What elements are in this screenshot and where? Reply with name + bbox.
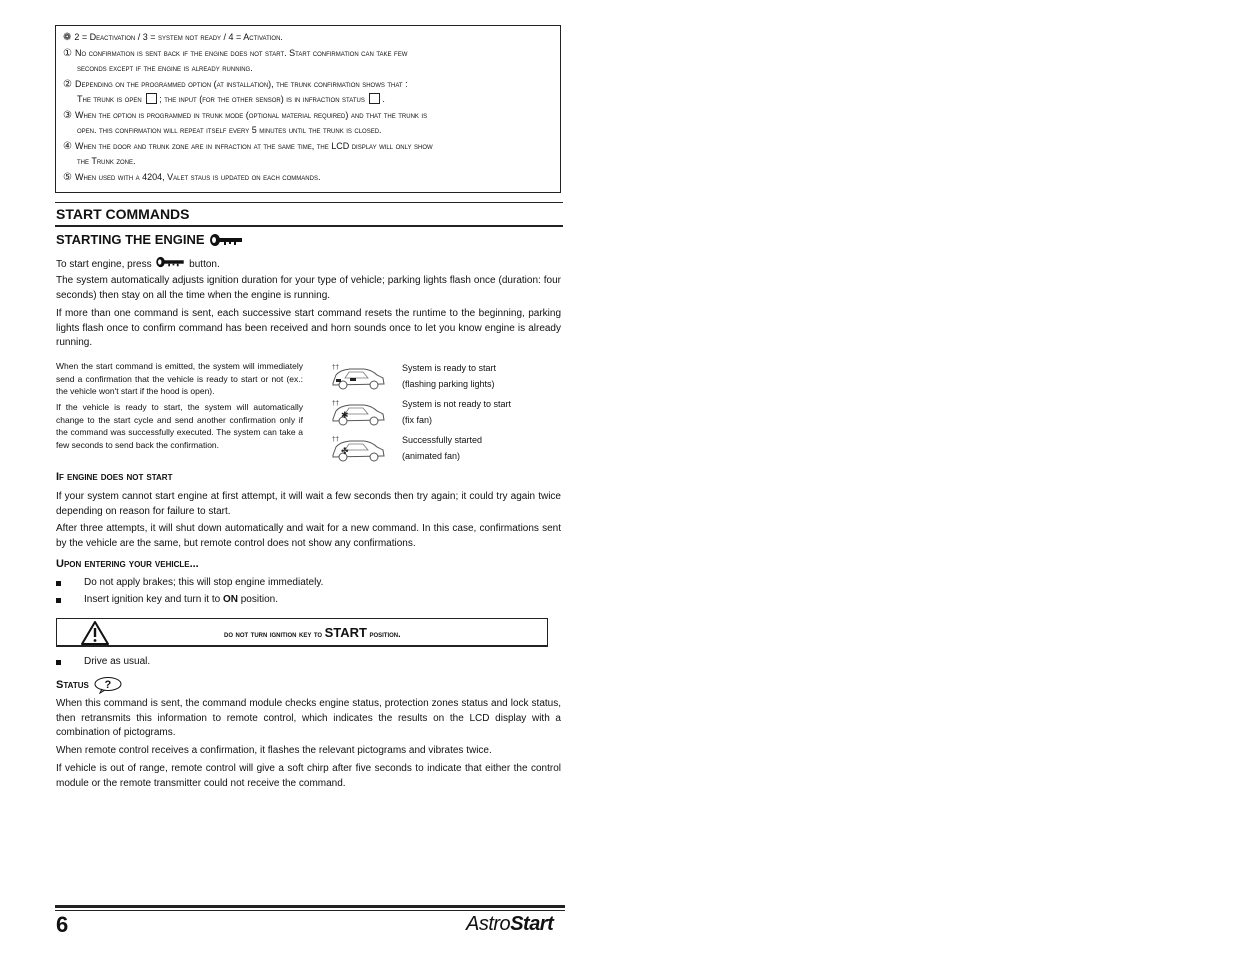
warning-triangle-icon [80,620,110,646]
footer-rule [55,910,565,911]
start-para-3: If more than one command is sent, each successive start command resets the runtime to the beginning, parking lights flash once to confirm command has been received and horn sounds once to let you know engine is already running. [56,308,561,348]
svg-text:††: †† [332,435,339,443]
circled-3-icon: ③ [63,110,72,121]
page-number: 6 [56,912,69,937]
state-ready: †† System is ready to start (flashing parking lights) [332,363,497,389]
status-para-2: When remote control receives a confirmation, it flashes the relevant pictograms and vibrates twice. [56,745,492,756]
bullet-icon [56,660,61,665]
note-6: ⑤ When used with a 4204, Valet staus is updated on each commands. [63,172,321,183]
sensor-box-icon [369,93,380,104]
side-para-1: When the start command is emitted, the system will immediately send a confirmation that the vehicle is ready to start or not (ex.: the vehicle won't start if the hood is open). [56,361,303,396]
status-para-3: If vehicle is out of range, remote control will give a soft chirp after five seconds to indicate that either the control module or the remote transmitter could not receive the command. [56,763,561,789]
list-item: Do not apply brakes; this will stop engine immediately. [56,577,323,588]
gear-bullet-icon: ❁ [63,32,72,43]
circled-1-icon: ① [63,48,72,59]
note-5: ④ When the door and trunk zone are in infraction at the same time, the LCD display will only show the Trunk zone. [63,141,433,166]
side-para-2: If the vehicle is ready to start, the system will automatically change to the start cycle and send another confirmation only if the command was successfully executed. The system can take a few seconds to send back the confirmation. [56,402,303,450]
svg-text:††: †† [332,363,339,371]
note-4: ③ When the option is programmed in trunk mode (optional material required) and that the trunk is open. this confirmation will repeat itself every 5 minutes until the trunk is closed. [63,110,428,135]
bullet-icon [56,598,61,603]
no-start-para-1: If your system cannot start engine at first attempt, it will wait a few seconds then try again; it could try again twice depending on reason for failure to start. [56,491,561,517]
key-icon [154,256,186,268]
question-bubble-icon [93,676,123,694]
list-item: Insert ignition key and turn it to ON position. [56,594,278,605]
circled-5-icon: ⑤ [63,172,72,183]
state-started: ✤ †† Successfully started (animated fan) [332,435,483,461]
warning-box: do not turn ignition key to START position. [56,618,548,647]
notes-box [55,25,561,193]
footer-rule [55,905,565,908]
no-start-para-2: After three attempts, it will shut down automatically and wait for a new command. In this case, confirmations sent by the vehicle are the same, but remote control does not show any confirmations. [56,523,561,549]
status-title: Status ? [56,676,123,694]
section-title: START COMMANDS [56,206,190,222]
state-not-ready: ✱ †† System is not ready to start (fix fan) [332,399,512,425]
entering-title: Upon entering your vehicle... [56,558,199,570]
brand-logo: AstroStart [466,913,554,935]
svg-text:?: ? [104,679,112,691]
car-icon [330,361,386,391]
note-2: ① No confirmation is sent back if the engine does not start. Start confirmation can take few seconds except if the engine is already running. [63,48,408,73]
car-icon [330,433,386,463]
note-3: ② Depending on the programmed option (at installation), the trunk confirmation shows that : The trunk is open ; the input (for the other sensor) is in infraction status . [63,79,408,104]
fan-icon: ✱ [341,411,349,421]
divider [55,202,563,203]
status-para-1: When this command is sent, the command module checks engine status, protection zones status and lock status, then retransmits this information to remote control, which indicates the results on the LCD display with a combination of pictograms. [56,698,561,738]
fan-icon: ✤ [341,447,349,457]
bullet-icon [56,581,61,586]
circled-4-icon: ④ [63,141,72,152]
trunk-box-icon [146,93,157,104]
no-start-title: If engine does not start [56,471,173,483]
divider [55,225,563,227]
key-icon [209,233,243,247]
starting-title: STARTING THE ENGINE [56,232,243,247]
note-1: ❁ 2 = Deactivation / 3 = system not ready / 4 = Activation. [63,32,283,43]
start-para-1: To start engine, press button. [56,256,561,273]
circled-2-icon: ② [63,79,72,90]
start-para-2: The system automatically adjusts ignition duration for your type of vehicle; parking lights flash once (duration: four seconds) then stay on all the time when the engine is running. [56,275,561,301]
svg-text:††: †† [332,399,339,407]
car-icon [330,397,386,427]
list-item: Drive as usual. [56,656,150,667]
